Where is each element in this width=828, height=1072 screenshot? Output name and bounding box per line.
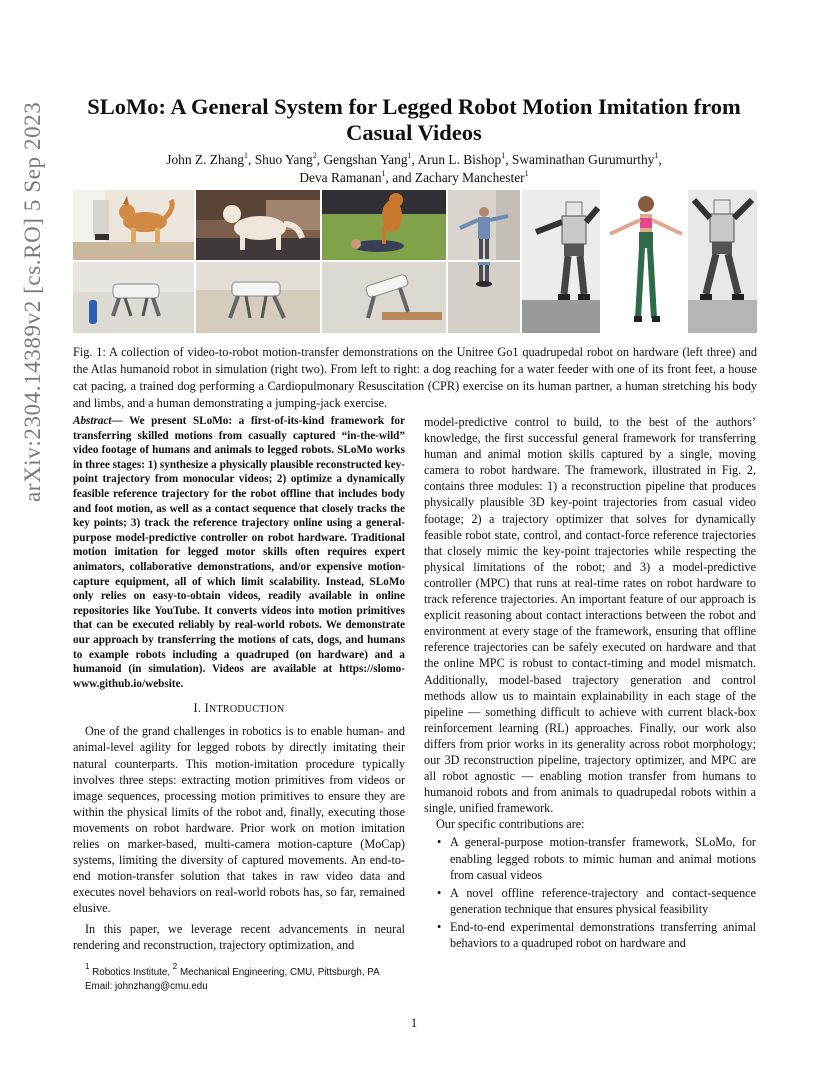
- footnote-text: Robotics Institute,: [89, 967, 173, 978]
- footnote-line-1: [85, 962, 415, 980]
- author-list: [80, 151, 748, 187]
- dog-image-icon: [73, 190, 194, 260]
- quadruped-robot-icon: [196, 262, 320, 333]
- contributions-intro: Our specific contributions are:: [436, 817, 585, 832]
- atlas-jumping-jack-sim-tile: [688, 190, 757, 333]
- arxiv-identifier-sidebar: arXiv:2304.14389v2 [cs.RO] 5 Sep 2023: [20, 101, 45, 502]
- humanoid-robot-icon: [522, 190, 600, 333]
- human-stretch-video-tile-lower: [448, 262, 520, 333]
- atlas-stretch-sim-tile: [522, 190, 600, 333]
- bullet-icon: •: [437, 885, 442, 900]
- paper-title: [80, 94, 748, 146]
- quadruped-robot-icon: [73, 262, 194, 333]
- go1-cpr-hardware-tile: [322, 262, 446, 333]
- author-name: Shuo Yang: [254, 152, 313, 167]
- author-line-2: Deva Ramanan$^1$, and Zachary Manchester$^1$: [299, 169, 529, 185]
- go1-feeder-hardware-tile: [73, 262, 194, 333]
- author-affiliation-mark: 1: [381, 169, 386, 178]
- contribution-text: End-to-end experimental demonstrations transferring animal behaviors to a quadruped robot on hardware and: [450, 919, 756, 950]
- figure-1-caption: Fig. 1: A collection of video-to-robot motion-transfer demonstrations on the Unitree Go1 quadrupedal robot on hardware (left three) and the Atlas humanoid robot in simulation (right two). From left to right: a dog reaching for a water feeder with one of its front feet, a house cat pacing, a trained dog performing a Cardiopulmonary Resuscitation (CPR) exercise on its human partner, a human stretching his body and limbs, and a human demonstrating a jumping-jack exercise.: [73, 345, 757, 410]
- intro-paragraph-continued: model-predictive control to build, to the best of the authors’ knowledge, the first successful general framework for transferring human and animal motion skills captured by a single, moving camera to robot hardware. The framework, illustrated in Fig. 2, contains three modules: 1) a reconstruction pipeline that produces physically plausible 3D key-point trajectories from casual video footage; 2) a trajectory optimizer that solves for dynamically feasible robot state, control, and contact-force reference trajectories that closely mimic the key-point trajectories while respecting the physical limitations of the robot; and 3) a model-predictive controller (MPC) that runs at real-time rates on robot hardware to track reference trajectories. An important feature of our approach is explicit reasoning about contact interactions between the robot and environment at every stage of the framework, ensuring that offline reference trajectories can be safely executed on hardware and that the online MPC is robust to contact-timing and model mismatch. Additionally, model-based trajectory generation and control methods allow us to maintain explainability in each stage of the pipeline — something difficult to achieve with current black-box reinforcement learning (RL) approaches. Finally, our work also differs from prior works in its generality across robot morphology; our 3D reconstruction pipeline, trajectory optimizer, and MPC are all robot agnostic — enabling motion transfer from humans to humanoid robots and from animals to quadrupedal robots within a single, unified framework.: [424, 415, 756, 816]
- author-affiliation-mark: 1: [501, 151, 506, 160]
- section-heading-introduction: [73, 700, 405, 718]
- section-number: I.: [193, 701, 202, 716]
- list-item: [424, 919, 756, 951]
- human-stretch-video-tile: [448, 190, 520, 260]
- author-affiliation-mark: 1: [524, 169, 529, 178]
- footnote-mark: 2: [172, 962, 178, 971]
- author-name: Gengshan Yang: [323, 152, 408, 167]
- figure-1-image-grid: [73, 190, 757, 333]
- contribution-text: A general-purpose motion-transfer framework, SLoMo, for enabling legged robots to mimic human and animal motions from casual videos: [450, 835, 756, 882]
- cat-image-icon: [196, 190, 320, 260]
- list-item: [424, 885, 756, 917]
- author-line-1: John Z. Zhang$^1$, Shuo Yang$^2$, Gengshan Yang$^1$, Arun L. Bishop$^1$, Swaminathan Gurumurthy$^1$,: [166, 151, 662, 167]
- intro-paragraph-1: One of the grand challenges in robotics is to enable human- and animal-level agility for legged robots by directly imitating their natural counterparts. This motion-imitation procedure typically involves three steps: extracting motion primitives from videos or image sequences, processing motion primitives to ensure they are within the physical limits of the robot and, finally, executing those movements on robot hardware. Prior work on motion imitation relies on marker-based, multi-camera motion-capture (MoCap) systems, limiting the diversity of captured movements. An end-to-end motion-transfer solution that takes in raw video data and executes novel behaviors on real-world robots has, so far, remained elusive.: [73, 724, 405, 916]
- go1-pacing-hardware-tile: [196, 262, 320, 333]
- contribution-text: A novel offline reference-trajectory and contact-sequence generation technique that ensures physical feasibility: [450, 885, 756, 916]
- footnote-email: Email: johnzhang@cmu.edu: [85, 980, 208, 992]
- right-column: [424, 414, 756, 951]
- section-title-first-letter: I: [204, 701, 209, 716]
- dog-cpr-video-tile: [322, 190, 446, 260]
- section-title-rest: NTRODUCTION: [208, 704, 285, 716]
- dog-cpr-image-icon: [322, 190, 446, 260]
- humanoid-robot-icon: [688, 190, 757, 333]
- left-column: [73, 414, 405, 953]
- human-jumping-jack-video-tile: [602, 190, 686, 333]
- contributions-list: [424, 834, 756, 951]
- abstract-label: Abstract: [73, 415, 112, 427]
- person-image-icon: [448, 190, 520, 260]
- intro-paragraph-2: In this paper, we leverage recent advancements in neural rendering and reconstruction, trajectory optimization, and: [73, 921, 405, 952]
- author-affiliation-mark: 1: [654, 151, 659, 160]
- quadruped-robot-icon: [322, 262, 446, 333]
- list-item: [424, 834, 756, 882]
- dog-feeder-video-tile: [73, 190, 194, 260]
- paper-title-line-1: SLoMo: A General System for Legged Robot Motion Imitation from: [87, 94, 741, 119]
- bullet-icon: •: [437, 835, 442, 850]
- person-image-icon: [448, 262, 520, 333]
- footnote-mark: 1: [85, 962, 90, 971]
- author-name: Swaminathan Gurumurthy: [511, 152, 655, 167]
- author-affiliation-mark: 2: [312, 151, 317, 160]
- author-affiliation-mark: 1: [244, 151, 248, 160]
- person-image-icon: [602, 190, 686, 333]
- footnote-text: Mechanical Engineering, CMU, Pittsburgh, PA: [177, 967, 380, 978]
- bullet-icon: •: [437, 919, 442, 934]
- page-number: 1: [410, 1016, 418, 1030]
- author-name: Arun L. Bishop: [417, 152, 502, 167]
- author-name: John Z. Zhang: [166, 152, 244, 167]
- affiliation-footnote: [85, 962, 415, 993]
- author-affiliation-mark: 1: [407, 151, 412, 160]
- cat-pacing-video-tile: [196, 190, 320, 260]
- paper-title-line-2: Casual Videos: [346, 120, 482, 145]
- abstract-text: — We present SLoMo: a first-of-its-kind framework for transferring skilled motions from casually captured “in-the-wild” video footage of humans and animals to legged robots. SLoMo works in three stages: 1) synthesize a physically plausible reconstructed key-point trajectory from monocular videos; 2) optimize a dynamically feasible reference trajectory for the robot offline that includes body and foot motion, as well as a contact sequence that closely tracks the key points; 3) track the reference trajectory online using a general-purpose model-predictive controller on robot hardware. Traditional motion imitation for legged motor skills often requires expert animators, collaborative demonstrations, and/or expensive motion-capture equipment, all of which limit scalability. Instead, SLoMo only relies on easy-to-obtain videos, readily available in online repositories like YouTube. It converts videos into motion primitives that can be executed reliably by real-world robots. We demonstrate our approach by transferring the motions of cats, dogs, and humans to example robots including a quadruped (on hardware) and a humanoid (in simulation). Videos are available at https://slomo-www.github.io/website.: [73, 415, 405, 690]
- author-name: Deva Ramanan: [299, 170, 382, 185]
- abstract: [73, 414, 405, 691]
- author-name: and Zachary Manchester: [392, 170, 525, 185]
